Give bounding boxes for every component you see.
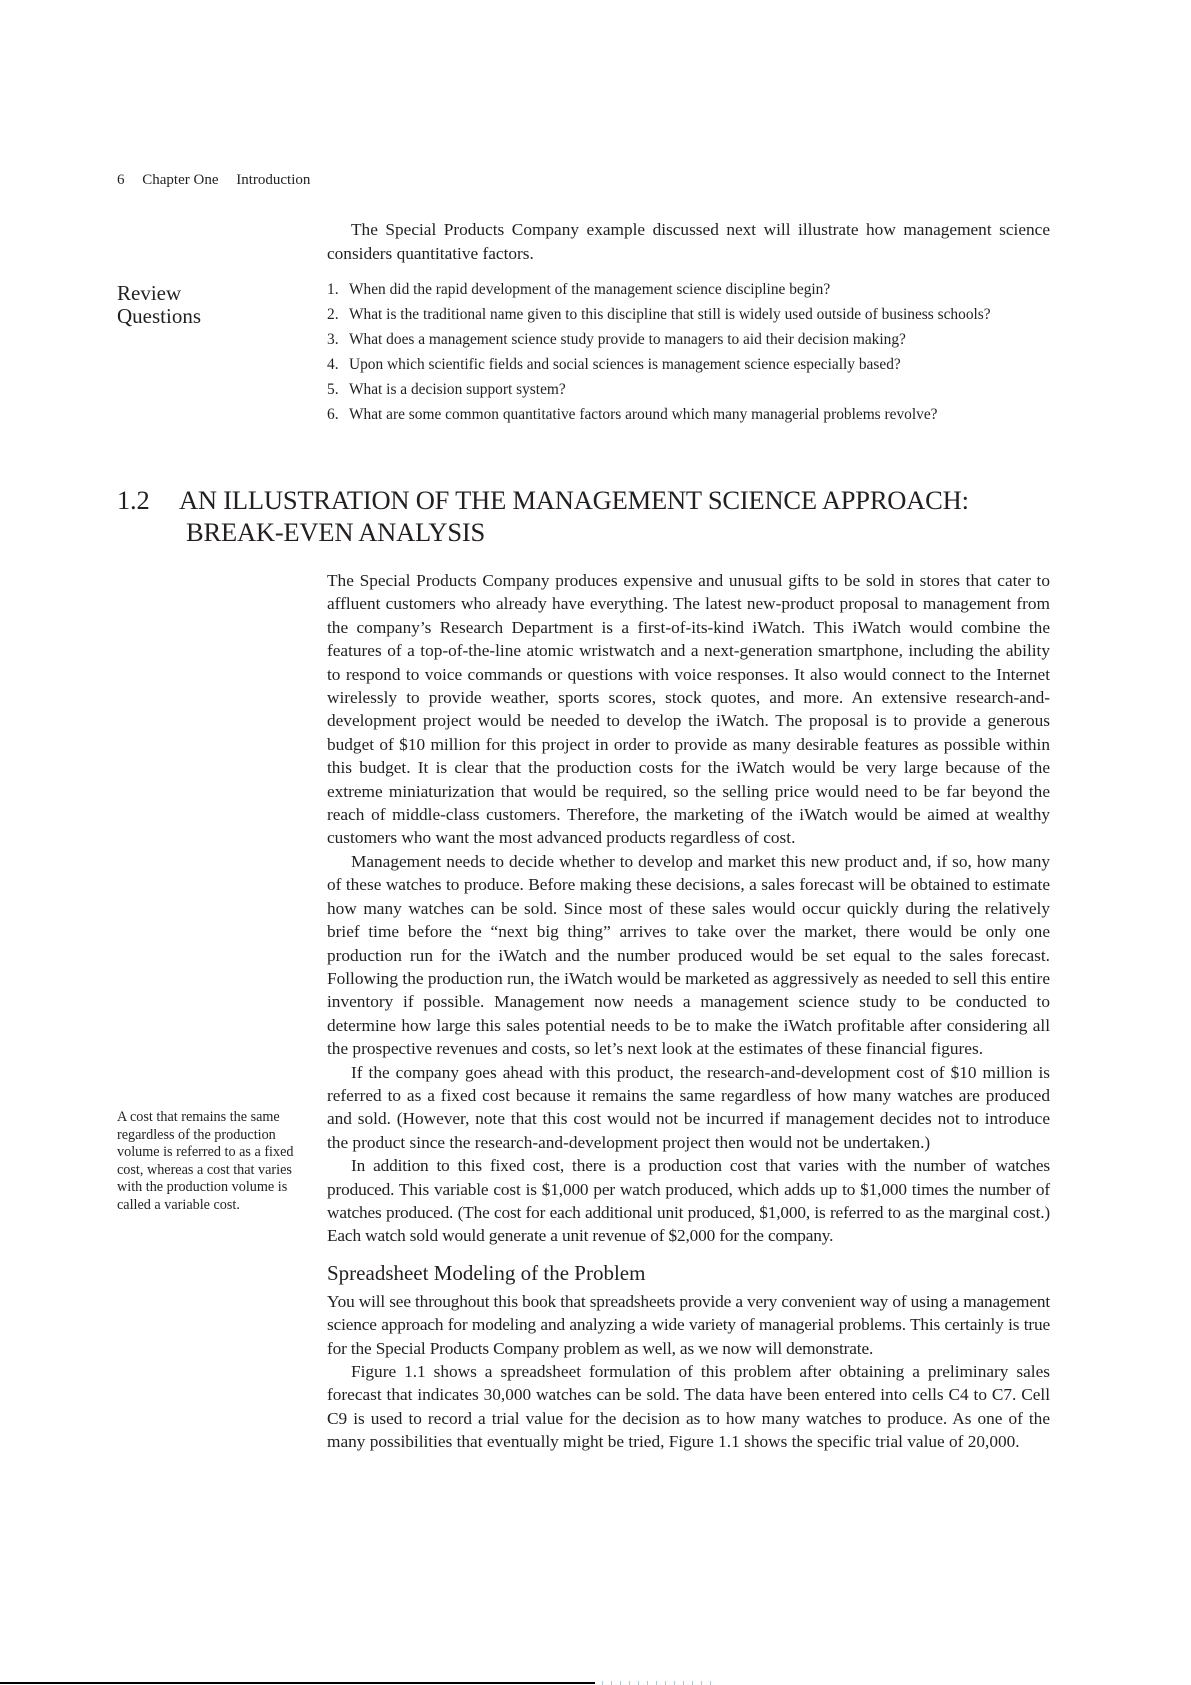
review-question [327, 304, 1047, 325]
body-paragraph: Figure 1.1 shows a spreadsheet formulation of this problem after obtaining a preliminary sales forecast that indicates 30,000 watches can be sold. The data have been entered into cells C4 to C7. Cell C9 is used to record a trial value for the decision as to how many watches to produce. As one of the many possibilities that eventually might be tried, Figure 1.1 shows the specific trial value of 20,000. [327, 1362, 1050, 1452]
question-text: What is the traditional name given to this discipline that still is widely used outside of business schools? [349, 306, 991, 323]
review-question [327, 329, 1047, 350]
question-text: What is a decision support system? [349, 381, 566, 398]
body-paragraph: You will see throughout this book that spreadsheets provide a very convenient way of using a management science approach for modeling and analyzing a wide variety of managerial problems. This certainly is true for the Special Products Company problem as well, as we now will demonstrate. [327, 1291, 1050, 1358]
subsection-heading: Spreadsheet Modeling of the Problem [327, 1260, 646, 1285]
chapter-title: Introduction [236, 172, 311, 188]
question-text: Upon which scientific fields and social sciences is management science especially based? [349, 356, 901, 373]
review-label-line2: Questions [117, 304, 201, 328]
body-paragraph: If the company goes ahead with this product, the research-and-development cost of $10 million is referred to as a fixed cost because it remains the same regardless of how many watches are produced and sold. (However, note that this cost would not be incurred if management decides not to introduce the product since the research-and-development project then would not be undertaken.) [327, 1062, 1050, 1152]
question-text: When did the rapid development of the management science discipline begin? [349, 281, 831, 298]
question-number: 6. [327, 406, 339, 423]
question-number: 5. [327, 381, 339, 398]
margin-note: A cost that remains the same regardless of the production volume is referred to as a fixed cost, whereas a cost that varies with the production volume is called a variable cost. [117, 1109, 294, 1213]
intro-text [327, 218, 1050, 265]
question-number: 1. [327, 281, 339, 298]
review-question [327, 379, 1047, 400]
footer-scan-artifact [602, 1681, 712, 1685]
review-question [327, 404, 1047, 425]
page-number: 6 [117, 172, 125, 188]
review-question [327, 279, 1047, 300]
running-head [117, 172, 324, 189]
chapter-label: Chapter One [142, 172, 219, 188]
question-number: 2. [327, 306, 339, 323]
intro-paragraph: The Special Products Company example discussed next will illustrate how management science considers quantitative factors. [327, 220, 1050, 263]
question-number: 4. [327, 356, 339, 373]
section-heading [117, 484, 969, 548]
question-text: What are some common quantitative factors around which many managerial problems revolve? [349, 406, 938, 423]
section-number: 1.2 [117, 485, 150, 515]
body-paragraph: Management needs to decide whether to develop and market this new product and, if so, how many of these watches to produce. Before making these decisions, a sales forecast will be obtained to estimate how many watches can be sold. Since most of these sales would occur quickly during the relatively brief time before the “next big thing” arrives to take over the market, there would be only one production run for the iWatch and the number produced would be set equal to the sales forecast. Following the production run, the iWatch would be marketed as aggressively as needed to sell this entire inventory if possible. Management now needs a management science study to be conducted to determine how large this sales potential needs to be to make the iWatch profitable after considering all the prospective revenues and costs, so let’s next look at the estimates of these financial figures. [327, 851, 1050, 1059]
footer-rule [0, 1682, 595, 1684]
body-paragraph: In addition to this fixed cost, there is a production cost that varies with the number of watches produced. This variable cost is $1,000 per watch produced, which adds up to $1,000 times the number of watches produced. (The cost for each additional unit produced, $1,000, is referred to as the marginal cost.) Each watch sold would generate a unit revenue of $2,000 for the company. [327, 1156, 1050, 1246]
review-question [327, 354, 1047, 375]
question-number: 3. [327, 331, 339, 348]
review-label-line1: Review [117, 281, 182, 305]
section-title-line2: BREAK-EVEN ANALYSIS [186, 517, 486, 547]
section-title-line1: AN ILLUSTRATION OF THE MANAGEMENT SCIENCE APPROACH: [179, 485, 969, 515]
review-questions-label [117, 282, 201, 328]
question-text: What does a management science study provide to managers to aid their decision making? [349, 331, 906, 348]
body-column [327, 569, 1050, 1454]
review-questions-list [327, 279, 1047, 429]
body-paragraph: The Special Products Company produces expensive and unusual gifts to be sold in stores that cater to affluent customers who already have everything. The latest new-product proposal to management from the company’s Research Department is a first-of-its-kind iWatch. This iWatch would combine the features of a top-of-the-line atomic wristwatch and a next-generation smartphone, including the ability to respond to voice commands or questions with voice responses. It also would connect to the Internet wirelessly to provide weather, sports scores, stock quotes, and more. An extensive research-and-development project would be needed to develop the iWatch. The proposal is to provide a generous budget of $10 million for this project in order to provide as many desirable features as possible within this budget. It is clear that the production costs for the iWatch would be very large because of the extreme miniaturization that would be required, so the selling price would need to be far beyond the reach of middle-class customers. Therefore, the marketing of the iWatch would be aimed at wealthy customers who want the most advanced products regardless of cost. [327, 571, 1050, 848]
